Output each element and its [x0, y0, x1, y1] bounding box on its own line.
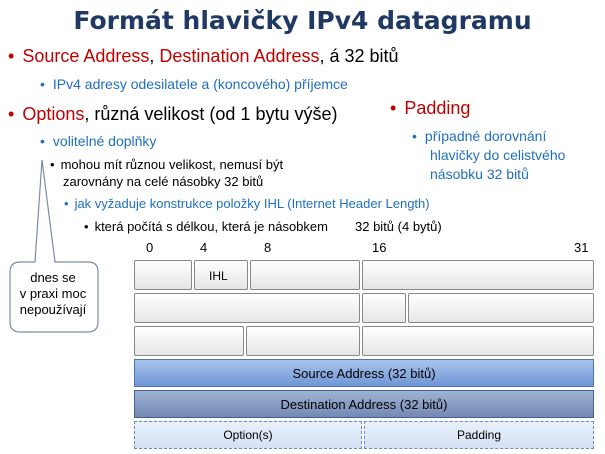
padding-desc-3: násobku 32 bitů	[430, 166, 529, 182]
destination-address-label: Destination Address (32 bitů)	[280, 396, 448, 412]
separator: ,	[149, 46, 160, 66]
destination-address-row	[134, 390, 594, 418]
header-cell-protocol	[246, 326, 360, 356]
address-size: , á 32 bitů	[319, 46, 399, 66]
bullet-dot-icon: •	[8, 104, 15, 124]
bit-8: 8	[264, 240, 272, 255]
bit-0: 0	[146, 240, 154, 255]
padding-term: Padding	[404, 98, 471, 118]
source-address-row	[134, 359, 594, 387]
destination-address-term: Destination Address	[159, 46, 320, 66]
source-address-term: Source Address	[22, 46, 150, 66]
padding-desc-2: hlavičky do celistvého	[430, 147, 566, 163]
options-note-1b: zarovnány na celé násobky 32 bitů	[63, 174, 264, 189]
bullet-dot-icon: •	[40, 133, 45, 149]
options-desc: volitelné doplňky	[52, 133, 157, 149]
bullet-dot-icon: •	[64, 196, 69, 211]
padding-row	[364, 421, 594, 449]
header-cell-flags	[362, 293, 406, 323]
bullet-dot-icon: •	[40, 76, 45, 92]
header-cell-version	[134, 260, 192, 290]
header-cell-fragment-offset	[408, 293, 594, 323]
bit-31: 31	[574, 240, 589, 255]
options-note-text-2: jak vyžaduje konstrukce položky IHL (Internet Header Length)	[74, 196, 430, 211]
callout-line-1: dnes se	[30, 270, 76, 285]
bullet-dot-icon: •	[390, 98, 397, 118]
options-note-text-1a: mohou mít různou velikost, nemusí být	[60, 157, 284, 172]
bullet-dot-icon: •	[50, 157, 55, 172]
options-note-3b: 32 bitů (4 bytů)	[355, 219, 442, 234]
options-note-text-3a: která počítá s délkou, která je násobkem	[94, 219, 328, 234]
callout-line-2: v praxi moc	[19, 286, 87, 301]
options-row	[134, 421, 362, 449]
bit-16: 16	[372, 240, 387, 255]
addresses-desc: IPv4 adresy odesilatele a (koncového) příjemce	[52, 76, 348, 92]
header-cell-tos	[250, 260, 360, 290]
header-cell-total-length	[362, 260, 594, 290]
bullet-dot-icon: •	[8, 46, 15, 66]
callout-text	[13, 270, 93, 318]
options-term: Options	[22, 104, 85, 124]
header-cell-ttl	[134, 326, 244, 356]
header-cell-checksum	[362, 326, 594, 356]
source-address-label: Source Address (32 bitů)	[292, 365, 436, 381]
options-label: Option(s)	[223, 428, 273, 442]
header-cell-ihl	[194, 260, 248, 290]
header-cell-identification	[134, 293, 360, 323]
options-size: , různá velikost (od 1 bytu výše)	[84, 104, 338, 124]
bullet-dot-icon: •	[412, 128, 417, 144]
ihl-label: IHL	[209, 269, 228, 283]
slide-title: Formát hlavičky IPv4 datagramu	[73, 6, 532, 35]
padding-label: Padding	[456, 428, 502, 442]
padding-desc-text-1: případné dorovnání	[424, 128, 547, 144]
callout-line-3: nepoužívají	[19, 302, 87, 317]
bullet-dot-icon: •	[84, 219, 89, 234]
bit-4: 4	[200, 240, 208, 255]
